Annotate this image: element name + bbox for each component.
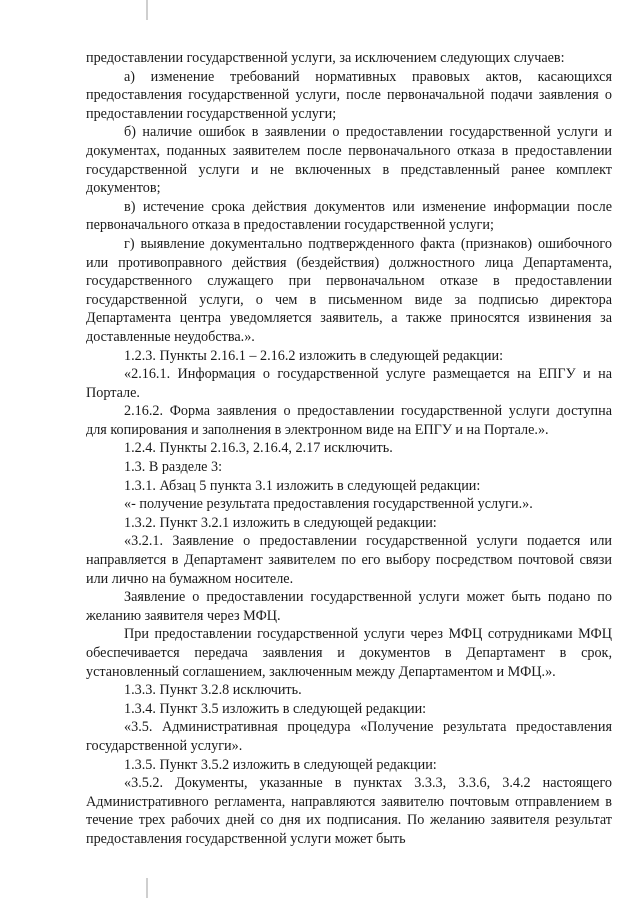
- paragraph-1-3-1: 1.3.1. Абзац 5 пункта 3.1 изложить в следующей редакции:: [124, 477, 481, 494]
- paragraph-1-3-2: 1.3.2. Пункт 3.2.1 изложить в следующей редакции:: [124, 514, 437, 531]
- paragraph-abzac-5: «- получение результата предоставления государственной услуги.».: [124, 496, 533, 513]
- binding-mark-top: [146, 0, 148, 20]
- paragraph-item-v: в) истечение срока действия документов или изменение информации после первоначального отказа в предоставлении государственной услуги;: [86, 198, 612, 234]
- paragraph-1-3: 1.3. В разделе 3:: [124, 459, 223, 476]
- paragraph-1-3-3: 1.3.3. Пункт 3.2.8 исключить.: [124, 682, 302, 699]
- paragraph-3-5: «3.5. Административная процедура «Получение результата предоставления государственной услуги».: [86, 719, 612, 754]
- paragraph-item-g: г) выявление документально подтвержденного факта (признаков) ошибочного или противоправного действия (бездействия) должностного лица Департамента, государственного служащего при первоначальном отказе в предоставлении государственной услуги, о чем в письменном виде за подписью директора Департамента центра уведомляется заявитель, а также приносятся извинения за доставленные неудобства.».: [86, 235, 612, 345]
- paragraph-item-a: а) изменение требований нормативных правовых актов, касающихся предоставления государственной услуги, после первоначальной подачи заявления о предоставлении государственной услуги;: [86, 68, 612, 122]
- binding-mark-bottom: [146, 878, 148, 898]
- paragraph-2-16-2: 2.16.2. Форма заявления о предоставлении государственной услуги доступна для копирования и заполнения в электронном виде на ЕПГУ и на Портале.».: [86, 403, 612, 438]
- paragraph-1-2-3: 1.2.3. Пункты 2.16.1 – 2.16.2 изложить в следующей редакции:: [124, 347, 504, 364]
- paragraph-1-2-4: 1.2.4. Пункты 2.16.3, 2.16.4, 2.17 исключить.: [124, 440, 393, 457]
- paragraph-1-3-4: 1.3.4. Пункт 3.5 изложить в следующей редакции:: [124, 700, 427, 717]
- paragraph-3-5-2: «3.5.2. Документы, указанные в пунктах 3.3.3, 3.3.6, 3.4.2 настоящего Административного регламента, направляются заявителю почтовым отправлением в течение трех рабочих дней со дня их подписания. По желанию заявителя результат предоставления государственной услуги может быть: [86, 775, 612, 847]
- paragraph-2-16-1: «2.16.1. Информация о государственной услуге размещается на ЕПГУ и на Портале.: [86, 366, 612, 401]
- paragraph-continuation: предоставлении государственной услуги, за исключением следующих случаев:: [86, 50, 565, 66]
- paragraph-mfc-submission: Заявление о предоставлении государственной услуги может быть подано по желанию заявителя через МФЦ.: [86, 589, 612, 624]
- paragraph-item-b: б) наличие ошибок в заявлении о предоставлении государственной услуги и документах, поданных заявителем после первоначального отказа в предоставлении государственной услуги и не включенных в представленный ранее комплект документов;: [86, 124, 612, 197]
- document-body: [86, 49, 612, 849]
- paragraph-1-3-5: 1.3.5. Пункт 3.5.2 изложить в следующей редакции:: [124, 756, 437, 773]
- paragraph-3-2-1: «3.2.1. Заявление о предоставлении государственной услуги подается или направляется в Департамент заявителем по его выбору посредством почтовой связи или лично на бумажном носителе.: [86, 533, 612, 587]
- paragraph-mfc-transfer: При предоставлении государственной услуги через МФЦ сотрудниками МФЦ обеспечивается передача заявления и документов в Департамент в срок, установленный соглашением, заключенным между Департаментом и МФЦ.».: [86, 626, 612, 680]
